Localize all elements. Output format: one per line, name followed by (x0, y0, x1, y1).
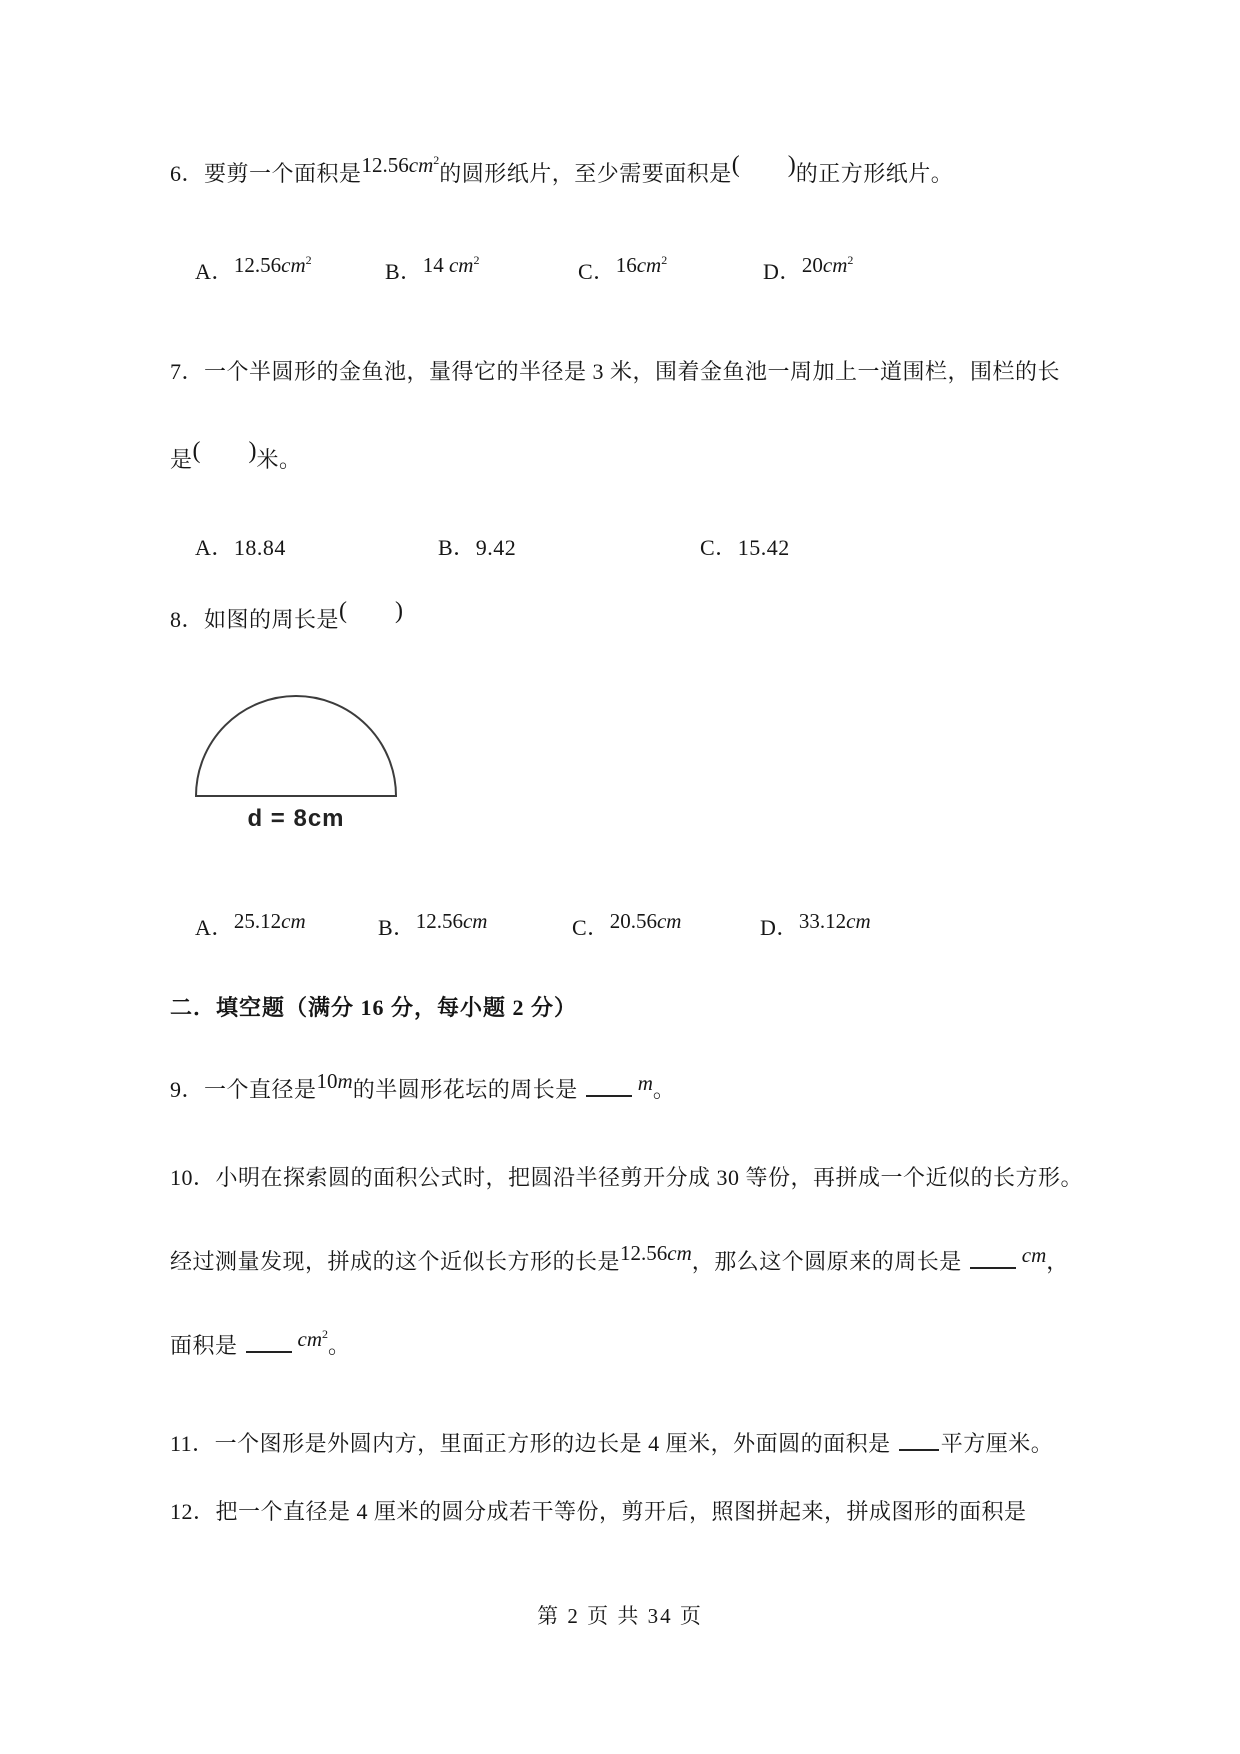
option-value: 9.42 (475, 535, 517, 560)
option-value: 20.56cm (609, 909, 682, 933)
q10-blank1-unit: cm (1021, 1243, 1047, 1267)
q6-option-a (195, 253, 312, 288)
q6-prefix: 6．要剪一个面积是 (170, 161, 362, 186)
q9-blank-unit: m (637, 1071, 653, 1095)
question-10-text-line3 (170, 1327, 351, 1362)
q8-option-b (378, 909, 488, 944)
page-footer: 第 2 页 共 34 页 (537, 1604, 703, 1628)
question-6-text (170, 152, 954, 190)
option-label: D． (760, 915, 799, 940)
question-8-text (170, 598, 403, 636)
q6-math-unit: cm (408, 153, 434, 177)
q9-prefix: 9．一个直径是 (170, 1077, 317, 1102)
q6-option-c (578, 253, 668, 288)
section-2-header: 二．填空题（满分 16 分，每小题 2 分） (170, 995, 578, 1020)
answer-blank (970, 1247, 1016, 1269)
option-value: $12.56cm^2$ (233, 253, 312, 277)
q10-line2-mid: ，那么这个圆原来的周长是 (691, 1249, 962, 1274)
question-7-text-line1: 7．一个半圆形的金鱼池，量得它的半径是 3 米，围着金鱼池一周加上一道围栏，围栏的长 (170, 359, 1061, 384)
question-7-text-line2 (170, 438, 302, 476)
q10-line3-pre: 面积是 (170, 1333, 238, 1358)
q10-line2-post: ， (1046, 1249, 1069, 1274)
option-label: B． (438, 535, 476, 560)
q10-line2-pre: 经过测量发现，拼成的这个近似长方形的长是 (170, 1249, 621, 1274)
option-value: 25.12cm (233, 909, 306, 933)
q7-line2-pre: 是 (170, 447, 193, 472)
q9-suffix: 。 (652, 1077, 676, 1102)
q7-answer-paren: ( ) (192, 438, 257, 464)
q6-option-b (385, 253, 480, 288)
question-10-text-line2 (170, 1241, 1069, 1278)
q7-options-row (0, 532, 1240, 566)
q8-answer-paren: ( ) (339, 598, 403, 624)
answer-blank (586, 1075, 632, 1097)
q6-options-row (0, 253, 1240, 290)
q8-prefix: 8．如图的周长是 (170, 607, 340, 632)
option-value: $16cm^2$ (615, 253, 668, 277)
option-label: A． (195, 915, 234, 940)
option-label: C． (578, 259, 616, 284)
option-label: A． (195, 259, 234, 284)
q8-options-row (0, 909, 1240, 946)
option-label: D． (763, 259, 802, 284)
q10-blank2-unit: $cm^2$ (297, 1327, 329, 1351)
q6-math-sup: 2 (433, 153, 440, 167)
semicircle-figure (193, 692, 399, 835)
question-11-text (170, 1428, 1053, 1460)
answer-blank (899, 1429, 939, 1451)
question-9-text (170, 1069, 676, 1106)
figure-diameter-label: d = 8cm (247, 805, 345, 832)
option-value: 14 $cm^2$ (422, 253, 480, 277)
q7-option-a (195, 532, 286, 564)
q8-option-c (572, 909, 682, 944)
question-12-text: 12．把一个直径是 4 厘米的圆分成若干等份，剪开后，照图拼起来，拼成图形的面积是 (170, 1499, 1027, 1524)
q6-math-area (362, 153, 440, 177)
option-label: B． (378, 915, 416, 940)
q8-option-a (195, 909, 306, 944)
q6-option-d (763, 253, 854, 288)
option-label: A． (195, 535, 234, 560)
q8-option-d (760, 909, 871, 944)
semicircle-shape (193, 692, 399, 800)
question-10-text-line1: 10．小明在探索圆的面积公式时，把圆沿半径剪开分成 30 等份，再拼成一个近似的长方形。 (170, 1165, 1084, 1190)
answer-blank (246, 1331, 292, 1353)
q11-post: 平方厘米。 (940, 1431, 1054, 1456)
option-value: 12.56cm (415, 909, 488, 933)
q7-option-b (438, 532, 516, 564)
q6-math-value: 12.56 (361, 153, 409, 177)
q9-mid: 的半圆形花坛的周长是 (352, 1077, 578, 1102)
q7-line2-post: 米。 (256, 447, 302, 472)
q9-math-diameter: 10m (316, 1069, 353, 1093)
option-label: C． (572, 915, 610, 940)
q6-mid: 的圆形纸片，至少需要面积是 (439, 161, 732, 186)
q10-math-length: 12.56cm (620, 1241, 692, 1265)
option-value: 15.42 (737, 535, 790, 560)
q10-line3-post: 。 (328, 1333, 351, 1358)
option-label: B． (385, 259, 423, 284)
option-value: $20cm^2$ (801, 253, 854, 277)
option-value: 33.12cm (798, 909, 871, 933)
q6-suffix: 的正方形纸片。 (795, 161, 954, 186)
option-value: 18.84 (233, 535, 286, 560)
q6-answer-paren: ( ) (731, 152, 796, 178)
option-label: C． (700, 535, 738, 560)
q11-pre: 11．一个图形是外圆内方，里面正方形的边长是 4 厘米，外面圆的面积是 (170, 1431, 891, 1456)
q7-option-c (700, 532, 790, 564)
